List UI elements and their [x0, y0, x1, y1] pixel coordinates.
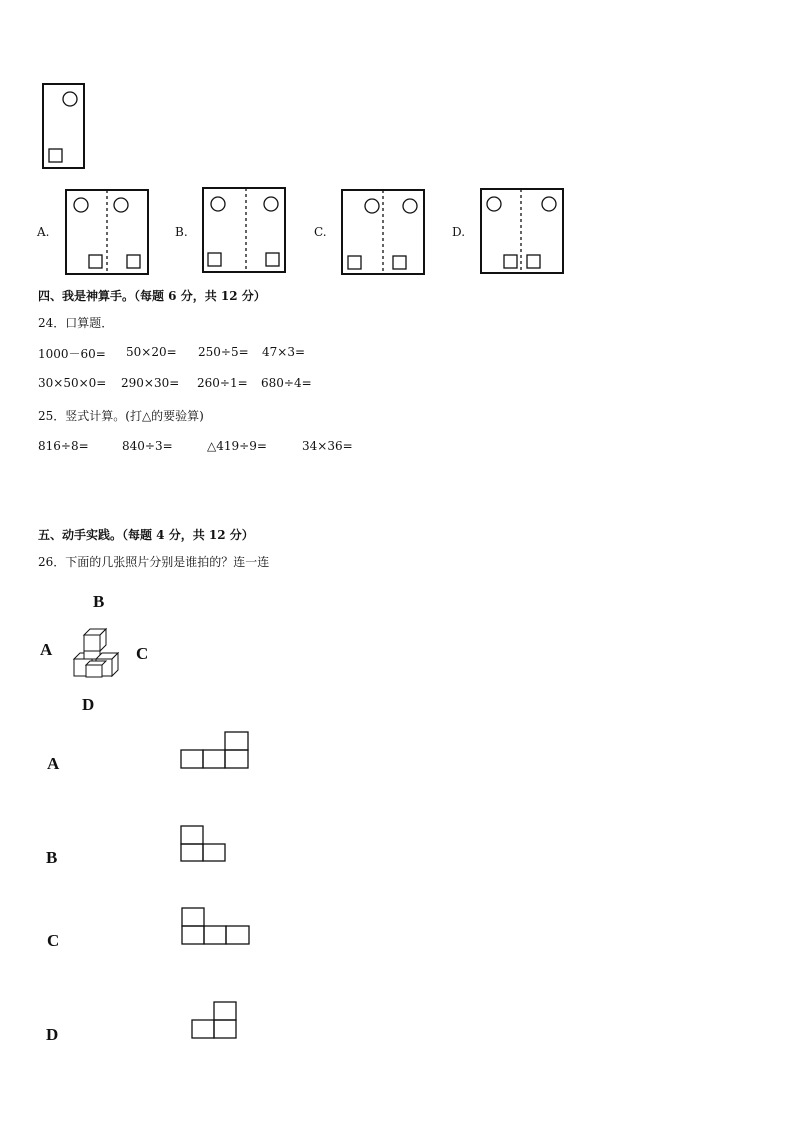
- q24-item: 1000－60=: [38, 347, 106, 361]
- q25-item: △419÷9=: [207, 439, 267, 453]
- direction-label-c: C: [136, 644, 149, 663]
- option-b-label[interactable]: B.: [175, 225, 188, 239]
- q24-item: 47×3=: [262, 345, 306, 359]
- q24-item: 250÷5=: [198, 345, 249, 359]
- q25-item: 840÷3=: [122, 439, 173, 453]
- q24-item: 30×50×0=: [38, 376, 107, 390]
- q25-item: 816÷8=: [38, 439, 89, 453]
- option-a-label[interactable]: A.: [37, 225, 50, 239]
- view-label-d: D: [46, 1025, 59, 1044]
- q24-item: 50×20=: [126, 345, 177, 359]
- direction-label-a: A: [40, 640, 53, 659]
- view-label-b: B: [46, 848, 58, 867]
- option-d-label[interactable]: D.: [452, 225, 466, 239]
- q26-title: 26．下面的几张照片分别是谁拍的？连一连: [38, 555, 270, 569]
- q24-title: 24．口算题．: [38, 316, 114, 330]
- q25-title: 25．竖式计算。(打△的要验算): [38, 409, 204, 423]
- direction-label-b: B: [93, 592, 105, 611]
- direction-label-d: D: [82, 695, 95, 714]
- q24-item: 290×30=: [121, 376, 180, 390]
- view-label-c: C: [47, 931, 60, 950]
- q24-item: 260÷1=: [197, 376, 248, 390]
- section-4-title: 四、我是神算手。（每题 6 分，共 12 分）: [38, 289, 266, 303]
- section-5-title: 五、动手实践。（每题 4 分，共 12 分）: [38, 528, 254, 542]
- q24-item: 680÷4=: [261, 376, 312, 390]
- view-label-a: A: [47, 754, 60, 773]
- option-c-label[interactable]: C.: [314, 225, 327, 239]
- q25-item: 34×36=: [302, 439, 353, 453]
